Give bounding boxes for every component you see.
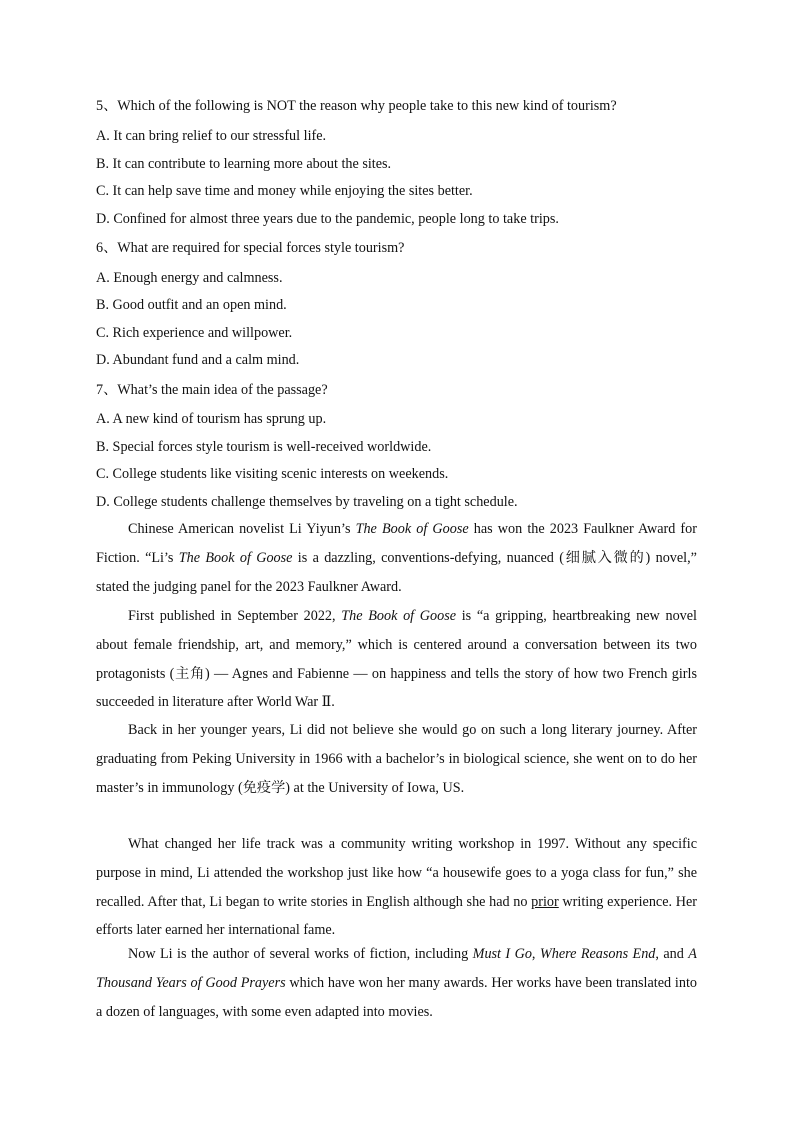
p1-text-3: is a dazzling, conventions-defying, nuanced (细腻入微的) novel,” stated the judging panel for the 2023 Faulkner Award. [96, 549, 697, 595]
book-title-must-i-go: Must I Go [472, 946, 532, 962]
question-7-option-c: C. College students like visiting scenic interests on weekends. [96, 466, 449, 482]
question-6-option-c: C. Rich experience and willpower. [96, 325, 293, 341]
book-title-goose: The Book of Goose [355, 521, 469, 537]
question-7-option-d: D. College students challenge themselves by traveling on a tight schedule. [96, 494, 518, 510]
underlined-word-prior: prior [531, 893, 559, 910]
question-7-stem: 7、What’s the main idea of the passage? [96, 382, 328, 398]
p1-text-1: Chinese American novelist Li Yiyun’s [128, 521, 356, 537]
question-5-option-c: C. It can help save time and money while enjoying the sites better. [96, 183, 473, 199]
passage-paragraph-4 [96, 830, 697, 945]
question-6-stem: 6、What are required for special forces style tourism? [96, 240, 405, 256]
question-7-option-a: A. A new kind of tourism has sprung up. [96, 411, 327, 427]
p4-text-2: writing experience. Her efforts later earned her international fame. [96, 893, 697, 939]
p1-text-2: has won the 2023 Faulkner Award for Fiction. “Li’s [96, 521, 697, 566]
p3-text-1: Back in her younger years, Li did not believe she would go on such a long literary journey. After graduating from Peking University in 1966 with a bachelor’s in biological science, she went on to do her master’s in immunology (免疫学) at the University of Iowa, US. [96, 722, 697, 796]
question-7-option-b: B. Special forces style tourism is well-received worldwide. [96, 439, 432, 455]
book-title-goose: The Book of Goose [341, 608, 457, 624]
book-title-where-reasons-end: Where Reasons End [539, 946, 656, 962]
p5-text-2: , [531, 946, 540, 962]
question-6-option-b: B. Good outfit and an open mind. [96, 297, 287, 313]
passage-paragraph-1 [96, 515, 697, 601]
question-5-option-b: B. It can contribute to learning more about the sites. [96, 156, 392, 172]
question-5-option-d: D. Confined for almost three years due to the pandemic, people long to take trips. [96, 211, 559, 227]
book-title-thousand-years: A Thousand Years of Good Prayers [96, 946, 697, 991]
p5-text-4: which have won her many awards. Her works have been translated into a dozen of languages, with some even adapted into movies. [96, 974, 697, 1020]
p4-text-1: What changed her life track was a community writing workshop in 1997. Without any specific purpose in mind, Li attended the workshop just like how “a housewife goes to a yoga class for fun,” she recalled. After that, Li began to write stories in English although she had no [96, 836, 697, 910]
p2-text-2: is “a gripping, heartbreaking new novel about female friendship, art, and memory,” which is centered around a conversation between its two protagonists (主角) — Agnes and Fabienne — on happiness and tells the story of how two French girls succeeded in literature after World War Ⅱ. [96, 608, 697, 711]
passage-paragraph-3 [96, 716, 697, 802]
question-6-option-a: A. Enough energy and calmness. [96, 270, 283, 286]
question-5-stem: 5、Which of the following is NOT the reason why people take to this new kind of tourism? [96, 98, 617, 114]
passage-paragraph-5 [96, 940, 697, 1026]
p2-text-1: First published in September 2022, [128, 608, 342, 624]
p5-text-1: Now Li is the author of several works of fiction, including [128, 946, 473, 962]
passage-paragraph-2 [96, 602, 697, 717]
book-title-goose: The Book of Goose [178, 549, 293, 566]
question-5-option-a: A. It can bring relief to our stressful life. [96, 128, 327, 144]
p5-text-3: , and [655, 946, 689, 962]
question-6-option-d: D. Abundant fund and a calm mind. [96, 352, 300, 368]
